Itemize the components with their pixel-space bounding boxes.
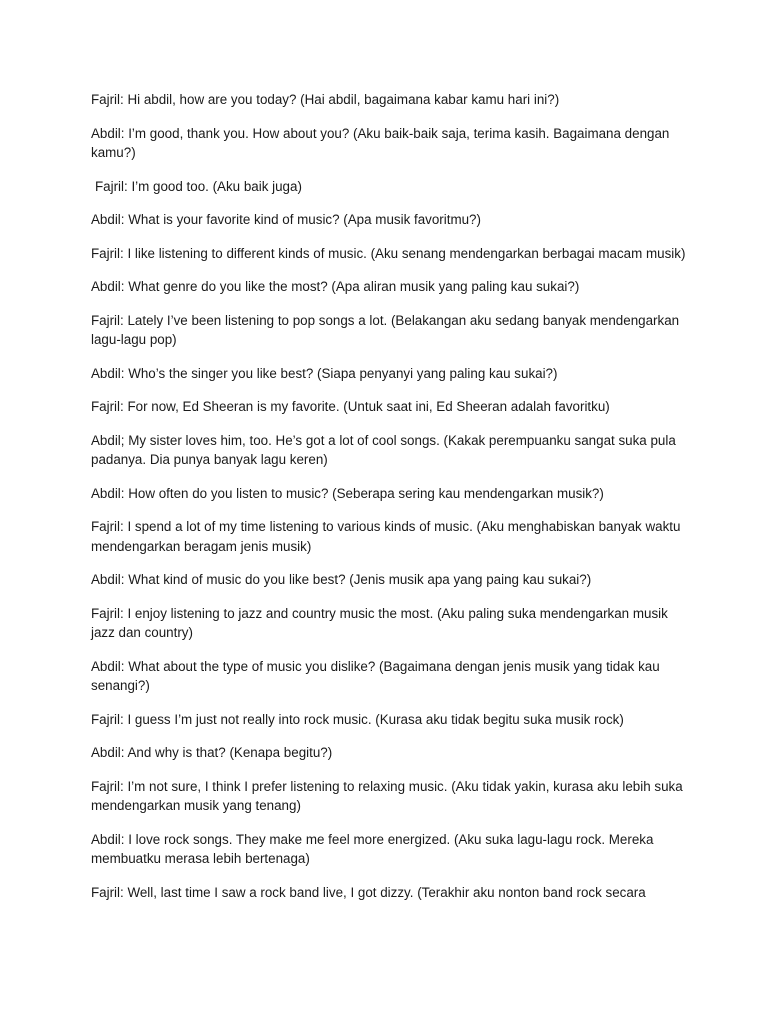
- dialogue-line: Fajril: I spend a lot of my time listening to various kinds of music. (Aku menghabiskan banyak waktu mendengarkan beragam jenis musik): [91, 519, 681, 554]
- dialogue-line: Abdil: What about the type of music you dislike? (Bagaimana dengan jenis musik yang tidak kau senangi?): [91, 658, 660, 693]
- dialogue-line: Abdil: And why is that? (Kenapa begitu?): [91, 745, 333, 760]
- dialogue-line: Fajril: I like listening to different kinds of music. (Aku senang mendengarkan berbagai macam musik): [91, 245, 686, 261]
- dialogue-line: Abdil: How often do you listen to music? (Seberapa sering kau mendengarkan musik?): [91, 485, 604, 501]
- dialogue-line: Abdil; My sister loves him, too. He’s got a lot of cool songs. (Kakak perempuanku sangat suka pula padanya. Dia punya banyak lagu keren): [91, 432, 676, 467]
- dialogue-text: [91, 90, 691, 916]
- dialogue-line: Abdil: I love rock songs. They make me feel more energized. (Aku suka lagu-lagu rock. Mereka membuatku merasa lebih bertenaga): [91, 831, 654, 866]
- dialogue-line: Abdil: What kind of music do you like best? (Jenis musik apa yang paing kau sukai?): [91, 572, 592, 587]
- dialogue-line: Abdil: What is your favorite kind of music? (Apa musik favoritmu?): [91, 212, 481, 227]
- dialogue-line: Abdil: I’m good, thank you. How about you? (Aku baik-baik saja, terima kasih. Bagaimana dengan kamu?): [91, 125, 670, 160]
- dialogue-line: Abdil: What genre do you like the most? (Apa aliran musik yang paling kau sukai?): [91, 279, 580, 294]
- dialogue-line: Fajril: I’m not sure, I think I prefer listening to relaxing music. (Aku tidak yakin, kurasa aku lebih suka mendengarkan musik yang tenang): [91, 778, 683, 813]
- dialogue-line: Fajril: Hi abdil, how are you today? (Hai abdil, bagaimana kabar kamu hari ini?): [91, 92, 560, 107]
- dialogue-line: Fajril: For now, Ed Sheeran is my favorite. (Untuk saat ini, Ed Sheeran adalah favoritku): [91, 399, 610, 414]
- dialogue-line: Fajril: I enjoy listening to jazz and country music the most. (Aku paling suka mendengarkan musik jazz dan country): [91, 605, 668, 640]
- dialogue-line: Fajril: Lately I’ve been listening to pop songs a lot. (Belakangan aku sedang banyak mendengarkan lagu-lagu pop): [91, 312, 680, 347]
- dialogue-line: Fajril: I’m good too. (Aku baik juga): [95, 178, 302, 194]
- dialogue-line: Fajril: I guess I’m just not really into rock music. (Kurasa aku tidak begitu suka musik rock): [91, 711, 624, 727]
- dialogue-line: Abdil: Who’s the singer you like best? (Siapa penyanyi yang paling kau sukai?): [91, 365, 558, 381]
- dialogue-line: Fajril: Well, last time I saw a rock band live, I got dizzy. (Terakhir aku nonton band rock secara: [91, 884, 646, 900]
